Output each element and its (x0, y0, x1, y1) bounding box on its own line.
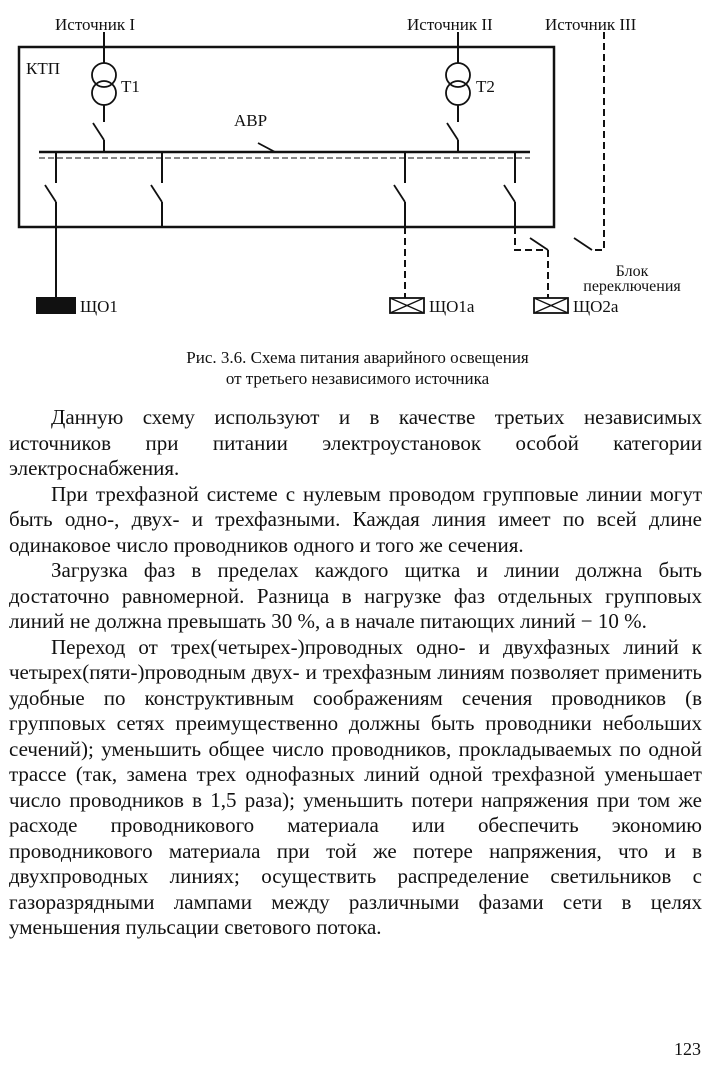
switch-t2 (447, 123, 458, 140)
feeder-switch-4 (504, 185, 515, 202)
feeder-switch-2 (151, 185, 162, 202)
power-supply-diagram (0, 0, 715, 340)
ktp-enclosure (19, 47, 554, 227)
label-source3: Источник III (545, 15, 637, 34)
page-number: 123 (674, 1039, 701, 1059)
block-switch-right (574, 238, 592, 250)
feeder-switch-1 (45, 185, 56, 202)
label-block-line1: Блок (615, 263, 649, 280)
label-shcho1: ЩО1 (80, 297, 118, 316)
block-switch-left (530, 238, 548, 250)
label-avr: АВР (234, 111, 268, 130)
paragraph: Данную схему используют и в качестве третьих независимых источников при питании электроустановок особой категории электроснабжения. (9, 405, 702, 480)
label-source2: Источник II (407, 15, 493, 34)
label-ktp: КТП (26, 59, 60, 78)
body-text (9, 405, 702, 941)
feeder-switch-3 (394, 185, 405, 202)
paragraph: Загрузка фаз в пределах каждого щитка и линии должна быть достаточно равномерной. Разница в нагрузке фаз отдельных групповых линий не должна превышать 30 %, а в начале питающих линий − 10 %. (9, 558, 702, 633)
label-t2: Т2 (476, 77, 495, 96)
label-shcho2a: ЩО2а (573, 297, 619, 316)
avr-switch (258, 143, 275, 152)
figure-caption-line2: от третьего независимого источника (225, 369, 490, 388)
label-source1: Источник I (55, 15, 136, 34)
paragraph: При трехфазной системе с нулевым проводом групповые линии могут быть одно-, двух- и трехфазными. Каждая линия имеет по всей длине одинаковое число проводников одного и того же сечения. (9, 481, 702, 557)
paragraph: Переход от трех(четырех-)проводных одно- и двухфазных линий к четырех(пяти-)проводным двух- и трехфазным линиям позволяет применить удобные по конструктивным соображениям сечения проводников (в групповых сетях преимущественно должны быть проводники небольших сечений); уменьшить общее число проводников, прокладываемых по одной трассе (так, замена трех однофазных линий одной трехфазной уменьшает число проводников в 1,5 раза); уменьшить потери напряжения при том же расходе проводникового материала или обеспечить экономию проводникового материала при той же потере напряжения, что и в двухпроводных линиях; осуществить распределение светильников с газоразрядными лампами между различными фазами сети в целях уменьшения пульсации светового потока. (9, 634, 702, 939)
transformer-t2-secondary (446, 81, 470, 105)
label-t1: Т1 (121, 77, 140, 96)
switch-t1 (93, 123, 104, 140)
label-shcho1a: ЩО1а (429, 297, 475, 316)
source3-feed-dashed (592, 32, 604, 250)
label-block-line2: переключения (583, 278, 681, 295)
load-shcho1 (37, 298, 75, 313)
transformer-t1-secondary (92, 81, 116, 105)
figure-caption-line1: Рис. 3.6. Схема питания аварийного освещения (186, 348, 529, 367)
